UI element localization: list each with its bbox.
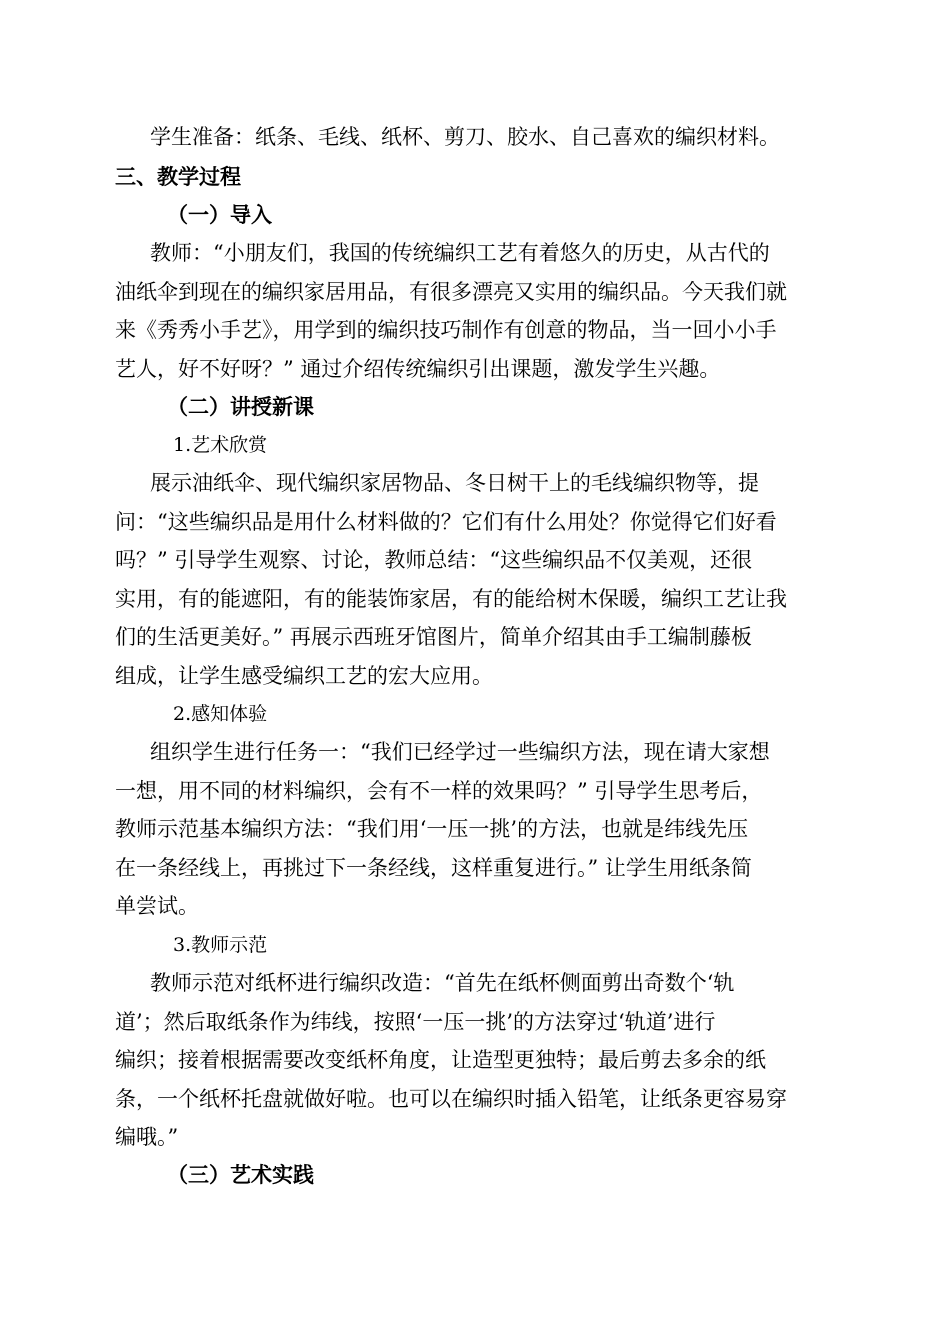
paragraph-line: 教师：“小朋友们，我国的传统编织工艺有着悠久的历史，从古代的 (150, 241, 770, 265)
item-heading-art-appreciation: 1.艺术欣赏 (173, 434, 268, 456)
paragraph-line: 展示油纸伞、现代编织家居物品、冬日树干上的毛线编织物等，提 (150, 471, 759, 495)
paragraph-line: 一想，用不同的材料编织，会有不一样的效果吗？” 引导学生思考后， (115, 779, 763, 803)
paragraph-line: 问：“这些编织品是用什么材料做的？它们有什么用处？你觉得它们好看 (115, 510, 777, 534)
paragraph-line: 条，一个纸杯托盘就做好啦。也可以在编织时插入铅笔，让纸条更容易穿 (115, 1087, 787, 1111)
subheading-introduction: （一）导入 (167, 203, 272, 227)
paragraph-line: 组成，让学生感受编织工艺的宏大应用。 (115, 664, 493, 688)
paragraph-line: 来《秀秀小手艺》，用学到的编织技巧制作有创意的物品，当一回小小手 (115, 318, 777, 342)
student-preparation-line: 学生准备：纸条、毛线、纸杯、剪刀、胶水、自己喜欢的编织材料。 (150, 125, 780, 149)
paragraph-line: 道’；然后取纸条作为纬线，按照‘一压一挑’的方法穿过‘轨道’进行 (115, 1010, 716, 1034)
subheading-art-practice: （三）艺术实践 (167, 1163, 314, 1187)
item-heading-teacher-demonstration: 3.教师示范 (173, 934, 268, 956)
paragraph-line: 吗？” 引导学生观察、讨论，教师总结：“这些编织品不仅美观，还很 (115, 548, 753, 572)
paragraph-line: 们的生活更美好。” 再展示西班牙馆图片，简单介绍其由手工编制藤板 (115, 625, 752, 649)
item-heading-perception-experience: 2.感知体验 (173, 703, 268, 725)
paragraph-line: 在一条经线上，再挑过下一条经线，这样重复进行。” 让学生用纸条简 (115, 856, 752, 880)
paragraph-line: 组织学生进行任务一：“我们已经学过一些编织方法，现在请大家想 (150, 740, 770, 764)
paragraph-line: 艺人，好不好呀？” 通过介绍传统编织引出课题，激发学生兴趣。 (115, 357, 721, 381)
paragraph-line: 教师示范基本编织方法：“我们用‘一压一挑’的方法，也就是纬线先压 (115, 817, 749, 841)
section-heading-teaching-process: 三、教学过程 (115, 165, 241, 189)
paragraph-line: 油纸伞到现在的编织家居用品，有很多漂亮又实用的编织品。今天我们就 (115, 280, 787, 304)
subheading-new-lesson: （二）讲授新课 (167, 395, 314, 419)
paragraph-line: 教师示范对纸杯进行编织改造：“首先在纸杯侧面剪出奇数个‘轨 (150, 971, 735, 995)
paragraph-line: 编哦。” (115, 1125, 179, 1149)
paragraph-line: 编织；接着根据需要改变纸杯角度，让造型更独特；最后剪去多余的纸 (115, 1048, 766, 1072)
paragraph-line: 实用，有的能遮阳，有的能装饰家居，有的能给树木保暖，编织工艺让我 (115, 587, 787, 611)
paragraph-line: 单尝试。 (115, 894, 199, 918)
